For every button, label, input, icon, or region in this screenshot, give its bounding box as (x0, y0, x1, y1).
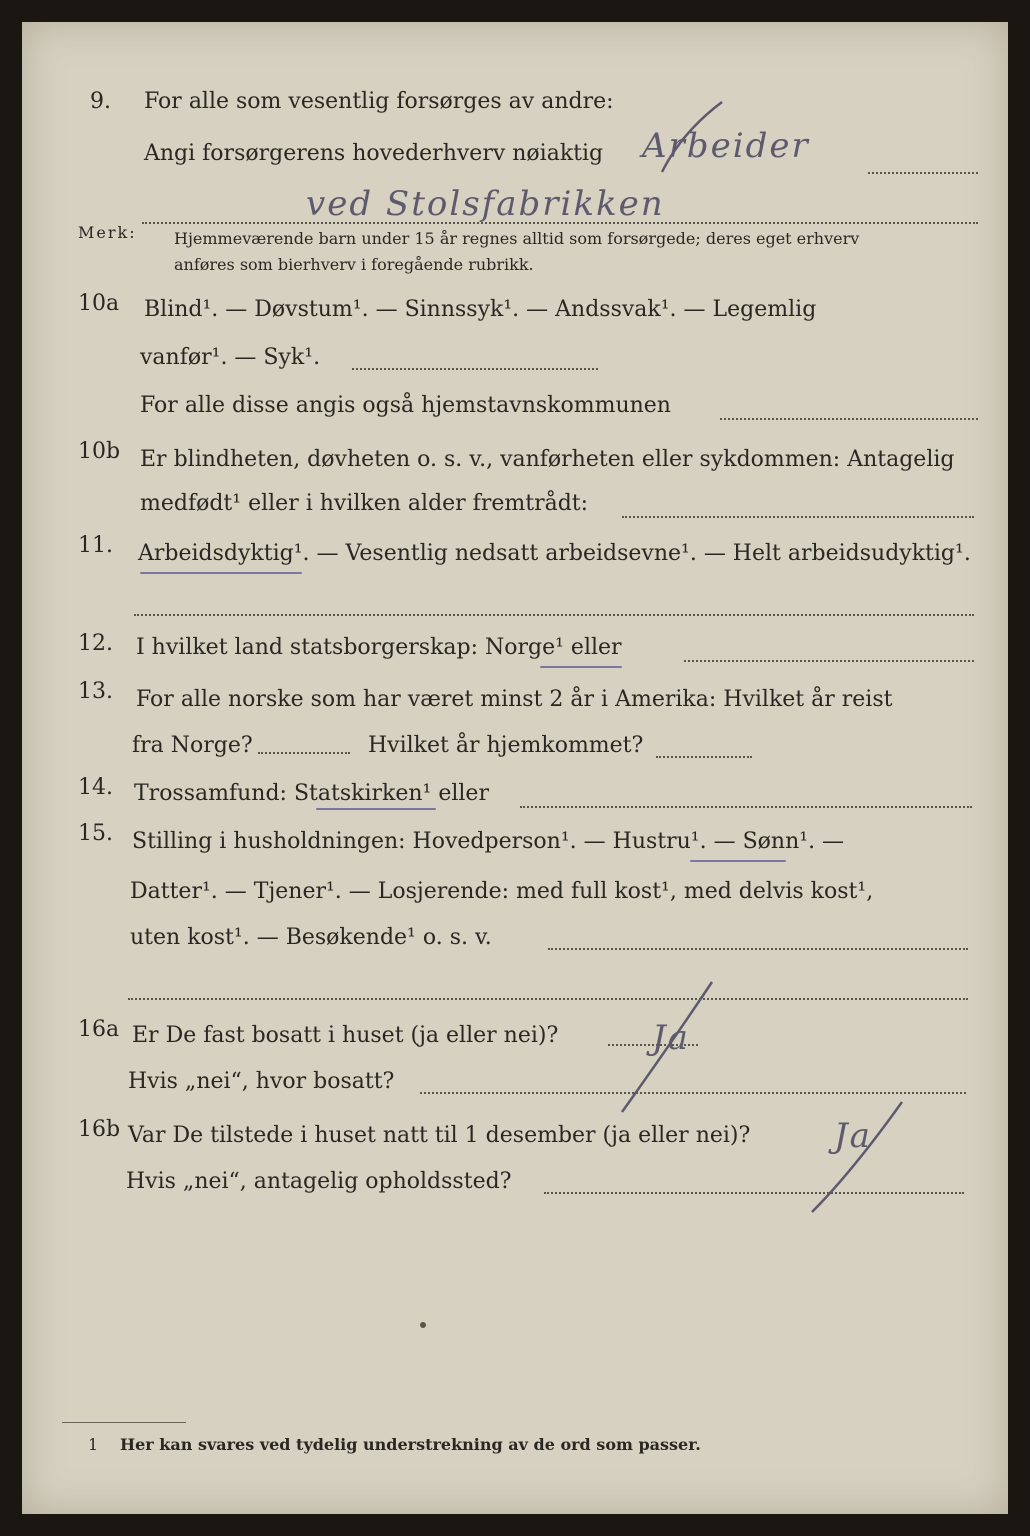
q12-underline-norge (540, 666, 622, 668)
q16a-line1: Er De fast bosatt i huset (ja eller nei)? (132, 1023, 559, 1048)
q15-answer-line2 (128, 998, 968, 1000)
merk-line2: anføres som bierhverv i foregående rubrikk. (174, 255, 534, 274)
q9-handwritten-answer1: Arbeider (642, 126, 810, 166)
q16a-answer-line2 (420, 1092, 966, 1094)
q9-answer-line2 (142, 222, 978, 224)
q9-line1: For alle som vesentlig forsørges av andre: (144, 89, 614, 114)
q11-line1: Arbeidsdyktig¹. — Vesentlig nedsatt arbeidsevne¹. — Helt arbeidsudyktig¹. (138, 541, 971, 566)
q13-line2a: fra Norge? (132, 733, 253, 758)
q16b-line1: Var De tilstede i huset natt til 1 desember (ja eller nei)? (128, 1123, 751, 1148)
q16b-handwritten-answer: Ja (834, 1116, 872, 1156)
q10b-answer-line (622, 516, 974, 518)
question-number-12: 12. (78, 631, 113, 656)
q10a-line3: For alle disse angis også hjemstavnskommunen (140, 393, 671, 418)
question-number-14: 14. (78, 775, 113, 800)
q15-line2: Datter¹. — Tjener¹. — Losjerende: med full kost¹, med delvis kost¹, (130, 879, 874, 904)
q12-answer-line (684, 660, 974, 662)
footnote-mark: 1 (88, 1435, 99, 1454)
question-number-10b: 10b (78, 439, 121, 464)
q9-line2: Angi forsørgerens hovederhverv nøiaktig (144, 141, 604, 166)
q13-line2b: Hvilket år hjemkommet? (368, 733, 644, 758)
q16a-handwritten-answer: Ja (652, 1018, 690, 1058)
q10a-kommune-line (720, 418, 978, 420)
q14-answer-line (520, 806, 972, 808)
question-number-16a: 16a (78, 1017, 120, 1042)
question-number-10a: 10a (78, 291, 120, 316)
question-number-11: 11. (78, 533, 113, 558)
q13-reist-line (258, 752, 350, 754)
q16b-line2: Hvis „nei“, antagelig opholdssted? (126, 1169, 512, 1194)
q14-line1: Trossamfund: Statskirken¹ eller (134, 781, 489, 806)
q10a-syk-line (352, 368, 598, 370)
q11-underline-arbeidsdyktig (140, 572, 302, 574)
q16a-line2: Hvis „nei“, hvor bosatt? (128, 1069, 395, 1094)
q16b-answer-line (544, 1192, 964, 1194)
q15-line3: uten kost¹. — Besøkende¹ o. s. v. (130, 925, 492, 950)
q13-line1: For alle norske som har været minst 2 år i Amerika: Hvilket år reist (136, 687, 893, 712)
q10b-line2: medfødt¹ eller i hvilken alder fremtrådt: (140, 491, 589, 516)
q15-line1: Stilling i husholdningen: Hovedperson¹. — Hustru¹. — Sønn¹. — (132, 829, 845, 854)
q9-answer-line1 (868, 172, 978, 174)
q15-answer-line1 (548, 948, 968, 950)
ink-dot (420, 1322, 426, 1328)
census-form-page (22, 22, 1008, 1514)
q12-line1: I hvilket land statsborgerskap: Norge¹ eller (136, 635, 622, 660)
q13-hjemkommet-line (656, 756, 752, 758)
merk-line1: Hjemmeværende barn under 15 år regnes alltid som forsørgede; deres eget erhverv (174, 229, 860, 248)
q15-underline-hustru (690, 860, 786, 862)
q10b-line1: Er blindheten, døvheten o. s. v., vanførheten eller sykdommen: Antagelig (140, 447, 955, 472)
question-number-13: 13. (78, 679, 113, 704)
question-number-15: 15. (78, 821, 113, 846)
footnote-text: Her kan svares ved tydelig understrekning av de ord som passer. (120, 1435, 701, 1454)
q10a-line2: vanfør¹. — Syk¹. (140, 345, 321, 370)
q11-answer-line (134, 614, 974, 616)
q14-underline-statskirken (316, 808, 436, 810)
q9-handwritten-answer2: ved Stolsfabrikken (306, 184, 665, 224)
q10a-line1: Blind¹. — Døvstum¹. — Sinnssyk¹. — Andssvak¹. — Legemlig (144, 297, 817, 322)
question-number-16b: 16b (78, 1117, 121, 1142)
footnote-rule (62, 1422, 186, 1423)
question-number-9: 9. (90, 89, 111, 114)
merk-label: Merk: (78, 223, 137, 242)
